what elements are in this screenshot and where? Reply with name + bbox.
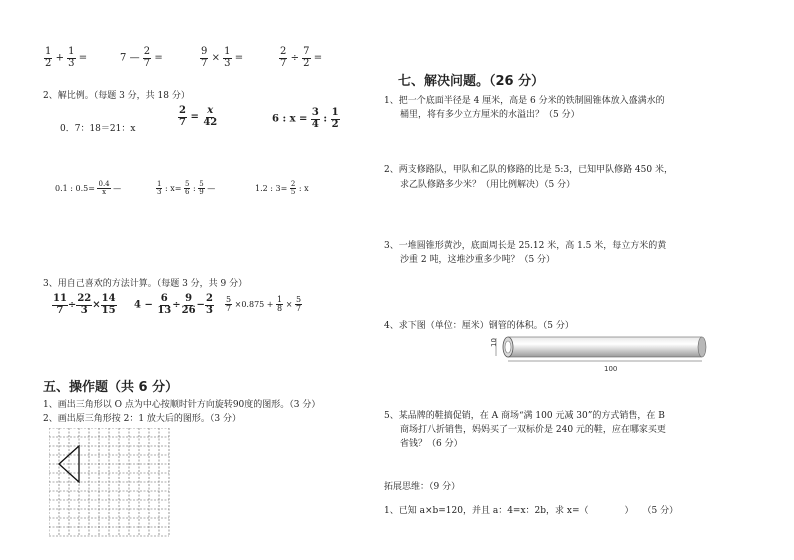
s7-q5-line1: 5、某品牌的鞋搞促销，在 A 商场“满 100 元减 30”的方式销售，在 B xyxy=(384,411,665,421)
s7-q3-line2: 沙重 2 吨，这堆沙重多少吨？（5 分） xyxy=(400,255,556,265)
q3-title: 3、用自己喜欢的方法计算。（每题 3 分，共 9 分） xyxy=(43,279,248,289)
grid-lines xyxy=(49,428,169,536)
calc-4: $\frac{2}{7}$ ÷ $\frac{7}{2}$ = xyxy=(280,46,323,69)
s7-q3-line1: 3、一堆圆锥形黄沙，底面周长是 25.12 米，高 1.5 米，每立方米的黄 xyxy=(384,241,667,251)
s7-q4: 4、求下图（单位：厘米）钢管的体积。（5 分） xyxy=(384,321,574,331)
pipe-right-end xyxy=(698,337,706,357)
pipe-left-end-inner xyxy=(505,341,511,353)
q2-problem-5: $\frac{1}{3}$ : x= $\frac{5}{6}$ : $\frac{5}{9}$ — xyxy=(157,180,216,197)
q2-problem-6: 1.2 : 3= $\frac{2}{5}$ : x xyxy=(255,180,309,197)
section5-item-2: 2、画出原三角形按 2：1 放大后的图形。（3 分） xyxy=(43,414,241,424)
s7-q5-line2: 商场打八折销售，妈妈买了一双标价是 240 元的鞋，应在哪家买更 xyxy=(400,425,666,435)
s7-q1-line2: 桶里，将有多少立方厘米的水溢出？（5 分） xyxy=(400,110,580,120)
section5-title: 五、操作题（共 6 分） xyxy=(43,380,179,395)
calc-2: 7 — $\frac{2}{7}$ = xyxy=(120,46,163,69)
calc-1: $\frac{1}{2}$ + $\frac{1}{3}$ = xyxy=(45,46,88,69)
s7-q2-line2: 求乙队修路多少米？（用比例解决）（5 分） xyxy=(400,180,576,190)
q2-problem-1: 0．7：18＝21：x xyxy=(60,124,136,134)
steel-pipe-figure xyxy=(486,333,710,373)
q2-problem-3: 6 : x = $\frac{3}{4}$ : $\frac{1}{2}$ xyxy=(272,107,339,130)
s7-q5-line3: 省钱？（6 分） xyxy=(400,439,463,449)
calc-3: $\frac{9}{7}$ × $\frac{1}{3}$ = xyxy=(201,46,244,69)
dashed-grid-figure xyxy=(49,428,173,538)
q2-title: 2、解比例。（每题 3 分，共 18 分） xyxy=(43,91,190,101)
extension-title: 拓展思维：（9 分） xyxy=(384,482,461,492)
q2-problem-4: 0.1 : 0.5= $\frac{0.4}{x}$ — xyxy=(55,180,122,197)
q3-expr-2: 4 − $\frac{6}{13}$ ÷ $\frac{9}{26}$ − $\frac{2}{3}$ xyxy=(134,293,213,316)
s7-q1-line1: 1、把一个底面半径是 4 厘米，高是 6 分米的铁制圆锥体放入盛满水的 xyxy=(384,96,665,106)
extension-question: 1、已知 a×b=120，并且 a：4=x：2b，求 x=（ ） （5 分） xyxy=(384,506,679,516)
pipe-length-label: 100 xyxy=(604,365,618,373)
pipe-diameter-label: 10 xyxy=(490,338,498,347)
section7-title: 七、解决问题。（26 分） xyxy=(398,74,545,89)
section5-item-1: 1、画出三角形以 O 点为中心按顺时针方向旋转90度的图形。（3 分） xyxy=(43,400,321,410)
q2-problem-2: $\frac{2}{7}$ = $\frac{x}{42}$ xyxy=(179,105,218,128)
q3-expr-3: $\frac{5}{7}$ ×0.875 + $\frac{1}{8}$ × $\frac{5}{7}$ xyxy=(226,295,302,314)
s7-q2-line1: 2、两支修路队，甲队和乙队的修路的比是 5:3，已知甲队修路 450 米， xyxy=(384,165,673,175)
q3-expr-1: $\frac{11}{7}$ ÷ $\frac{22}{3}$ × $\frac{14}{15}$ xyxy=(53,293,116,316)
pipe-body xyxy=(508,337,702,357)
